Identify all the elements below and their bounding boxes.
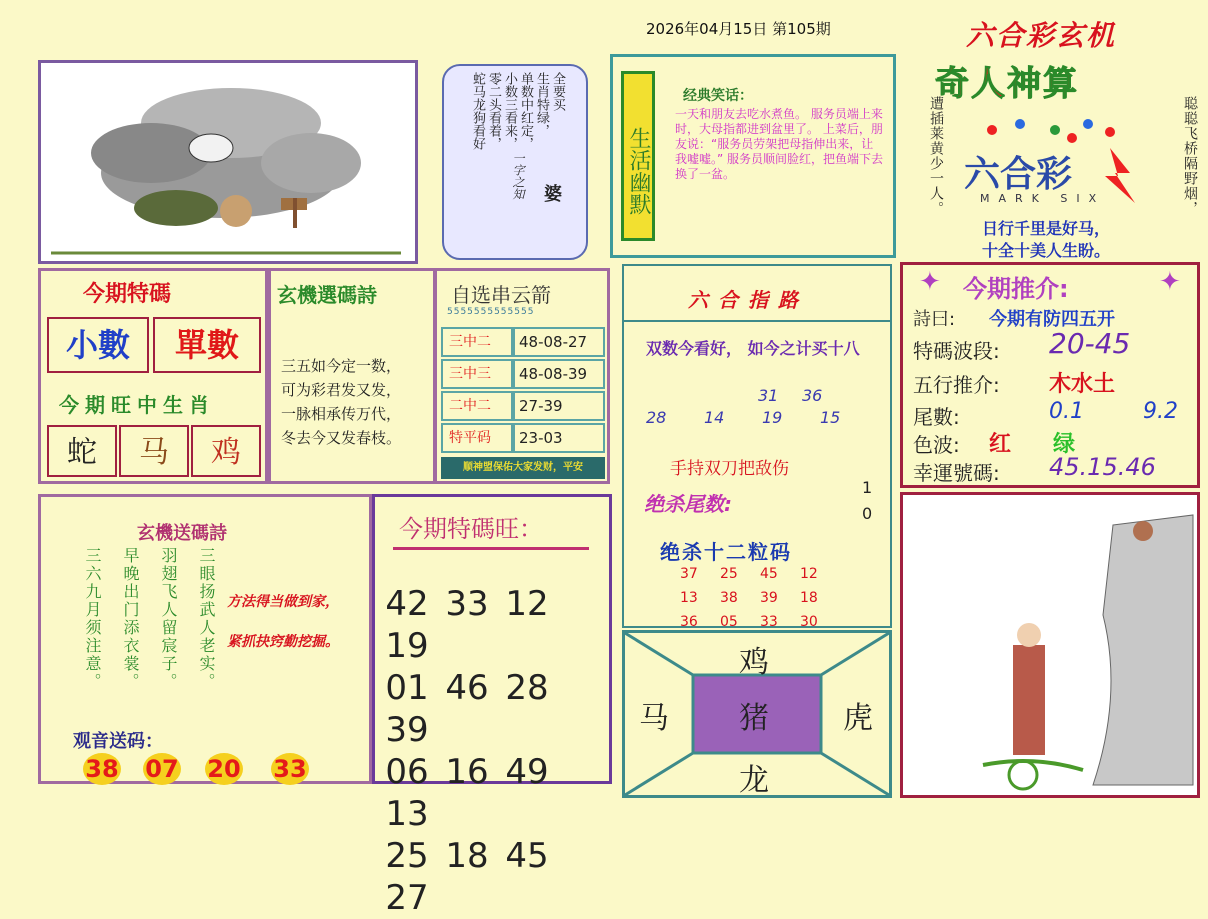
cloud-key-1 <box>441 327 513 357</box>
odd-box <box>153 317 261 373</box>
kill-num-3: 45 <box>760 566 778 582</box>
hot-r4-c1: 25 <box>385 836 429 876</box>
verse-line-2: 十全十美人生盼。 <box>982 241 1111 260</box>
hot-panel <box>372 494 612 918</box>
kill-num-4: 12 <box>800 566 818 582</box>
poem2-col-1: 三六九月须注意。 <box>83 547 102 691</box>
guide-n4: 14 <box>704 408 725 427</box>
tail-2: 0 <box>862 504 873 523</box>
kill-num-2: 25 <box>720 566 738 582</box>
cloud-key-2-text: 三中三 <box>449 366 491 382</box>
hot-grid <box>377 583 609 919</box>
scroll-col-3: 小数三看来， <box>502 72 517 150</box>
poem-line-4: 冬去今又发春枝。 <box>281 429 402 447</box>
guanyin-label: 观音送码： <box>73 731 163 752</box>
cloud-val-4 <box>513 423 605 453</box>
kill-num-10: 05 <box>720 614 738 630</box>
hot-r2-c3: 28 <box>505 668 549 708</box>
ball-2: 07 <box>143 753 181 785</box>
crab-rock-picture <box>41 63 415 261</box>
compass-center: 猪 <box>739 701 769 736</box>
guide-n3: 28 <box>646 408 667 427</box>
cloud-val-3 <box>513 391 605 421</box>
hot-r2-c1: 01 <box>385 668 429 708</box>
logo-title: 奇人神算 <box>935 64 1079 104</box>
tail-value-2: 9.2 <box>1143 399 1178 424</box>
cloud-title: 自选串云箭 <box>451 283 551 307</box>
riddle-scroll <box>434 64 598 260</box>
lucky-value: 45.15.46 <box>1049 453 1156 481</box>
guide-n5: 19 <box>762 408 783 427</box>
star-right-icon: ✦ <box>1159 267 1181 297</box>
scroll-col-5: 生肖特绿， <box>534 72 549 137</box>
joke-panel <box>610 54 896 258</box>
poem2-title: 玄機送碼詩 <box>137 523 227 544</box>
verse-line-1: 日行千里是好马， <box>982 219 1111 238</box>
cloud-key-4-text: 特平码 <box>449 430 491 446</box>
hot-r2-c2: 46 <box>445 668 489 708</box>
kill-num-11: 33 <box>760 614 778 630</box>
color-label: 色波: <box>913 433 960 457</box>
ball-4: 33 <box>271 753 309 785</box>
color-red: 红 <box>989 432 1012 457</box>
hot-r3-c3: 49 <box>505 752 549 792</box>
poem2-col-2: 早晚出门添衣裳。 <box>121 547 140 691</box>
kill-num-12: 30 <box>800 614 818 630</box>
cloud-val-3-text: 27-39 <box>519 397 563 415</box>
joke-text: 一天和朋友去吃水煮鱼。 服务员端上来时，大母指都进到盆里了。 上菜后，朋友说：“服务员劳架把母指伸出来，让我嘘嘘。” 服务员顺间脸红，把鱼端下去换了一盆。 <box>675 107 884 181</box>
compass-left: 马 <box>639 701 669 736</box>
tail-1: 1 <box>862 478 873 497</box>
cloud-val-1 <box>513 327 605 357</box>
scroll-col-4: 单数中红定， <box>518 72 533 150</box>
animal-snake-label: 蛇 <box>67 435 97 470</box>
scroll-col-6: 全要买 <box>550 72 565 111</box>
recommend-title: 今期推介: <box>963 275 1069 303</box>
joke-title: 经典笑话： <box>683 88 753 104</box>
hot-r1-c3: 12 <box>505 584 549 624</box>
guide-n6: 15 <box>820 408 841 427</box>
mark-six-text: 六合彩 <box>964 154 1073 195</box>
element-label: 五行推介: <box>913 373 1000 397</box>
guide-n2: 36 <box>802 386 823 405</box>
hot-r3-c4: 13 <box>385 794 429 834</box>
animal-rooster-label: 鸡 <box>211 435 241 470</box>
recommend-panel <box>900 262 1200 488</box>
hot-r1-c2: 33 <box>445 584 489 624</box>
compass-bottom: 龙 <box>739 763 769 798</box>
guide-panel <box>622 264 892 628</box>
cloud-key-1-text: 三中二 <box>449 334 491 350</box>
poem-value: 今期有防四五开 <box>989 309 1115 330</box>
cloud-val-1-text: 48-08-27 <box>519 333 588 351</box>
poem2-side-1: 方法得当做到家， <box>227 594 339 610</box>
kill-num-5: 13 <box>680 590 698 606</box>
animal-rooster <box>191 425 261 477</box>
hot-r1-c4: 19 <box>385 626 429 666</box>
compass-top: 鸡 <box>739 645 769 680</box>
poem-panel <box>268 268 436 484</box>
poem-line-3: 一脉相承传万代， <box>281 405 402 423</box>
hot-r3-c2: 16 <box>445 752 489 792</box>
scroll-answer: 婆 <box>544 184 562 205</box>
scroll-col-1: 蛇马龙狗看好 <box>470 72 485 150</box>
scroll-big: 一字之知 <box>511 152 525 200</box>
tail-label: 尾數: <box>913 405 960 429</box>
guide-text: 双数今看好， 如今之计买十八 <box>646 339 860 358</box>
kill-num-1: 37 <box>680 566 698 582</box>
small-text: 小數 <box>65 326 130 364</box>
tail-value-1: 0.1 <box>1049 399 1084 424</box>
cloud-panel <box>434 268 610 484</box>
special-code-panel <box>38 268 268 484</box>
color-green: 绿 <box>1053 432 1076 457</box>
cloud-key-3 <box>441 391 513 421</box>
zodiac-title: 今期旺中生肖 <box>59 393 215 417</box>
mark-six-en: MARK SIX <box>980 192 1106 205</box>
left-verse: 遭插莱黄少一人。 <box>928 96 944 216</box>
animal-snake <box>47 425 117 477</box>
cloud-key-3-text: 二中二 <box>449 398 491 414</box>
hot-r3-c1: 06 <box>385 752 429 792</box>
poem-title: 玄機選碼詩 <box>277 283 377 307</box>
guide-title: 六合指路 <box>688 288 808 312</box>
poem-line-1: 三五如今定一数， <box>281 357 402 375</box>
kill-num-7: 39 <box>760 590 778 606</box>
cloud-key-2 <box>441 359 513 389</box>
ball-1: 38 <box>83 753 121 785</box>
cloud-sub: 5555555555555 <box>447 307 535 317</box>
odd-text: 單數 <box>174 326 239 364</box>
cloud-val-2-text: 48-08-39 <box>519 365 588 383</box>
guide-n1: 31 <box>758 386 779 405</box>
special-title: 今期特碼 <box>83 282 172 307</box>
archer-illustration <box>900 492 1200 798</box>
cloud-key-4 <box>441 423 513 453</box>
animal-horse-label: 马 <box>139 435 169 470</box>
scroll-col-2: 零二头看着， <box>486 72 501 150</box>
small-box <box>47 317 149 373</box>
kill-grid <box>680 562 850 634</box>
poem2-side-2: 紧抓抉窍勤挖掘。 <box>227 634 339 650</box>
wave-label: 特碼波段: <box>913 339 1000 363</box>
ball-3: 20 <box>205 753 243 785</box>
cloud-footer: 顺神盟保佑大家发财，平安 <box>441 457 605 479</box>
issue-date: 2026年04月15日 第105期 <box>646 20 831 38</box>
element-value: 木水土 <box>1049 372 1116 397</box>
kill-num-9: 36 <box>680 614 698 630</box>
kill-num-6: 38 <box>720 590 738 606</box>
cloud-val-4-text: 23-03 <box>519 429 563 447</box>
brand-title: 六合彩玄机 <box>966 19 1117 52</box>
compass-right: 虎 <box>843 701 873 736</box>
animal-horse <box>119 425 189 477</box>
hot-r4-c4: 27 <box>385 878 429 918</box>
hot-r1-c1: 42 <box>385 584 429 624</box>
star-left-icon: ✦ <box>919 267 941 297</box>
hot-r2-c4: 39 <box>385 710 429 750</box>
right-verse: 聪聪飞桥隔野烟， <box>1182 96 1198 216</box>
kill-num-8: 18 <box>800 590 818 606</box>
archer-picture <box>903 495 1197 795</box>
lucky-label: 幸運號碼: <box>913 461 1000 485</box>
joke-label: 生活幽默 <box>621 71 655 241</box>
hot-r4-c3: 45 <box>505 836 549 876</box>
wave-value: 20-45 <box>1049 327 1131 360</box>
hot-title: 今期特碼旺： <box>399 515 543 543</box>
cloud-val-2 <box>513 359 605 389</box>
hot-r4-c2: 18 <box>445 836 489 876</box>
guide-phrase: 手持双刀把敌伤 <box>670 459 789 479</box>
poem2-col-4: 三眼扬武人老实。 <box>197 547 216 691</box>
crab-illustration <box>38 60 418 264</box>
poem-line-2: 可为彩君发又发， <box>281 381 402 399</box>
tail-title: 绝杀尾数: <box>644 492 732 516</box>
mark-six-logo <box>960 118 1180 208</box>
poem2-col-3: 羽翅飞人留宸子。 <box>159 547 178 691</box>
kill-title: 绝杀十二粒码 <box>660 540 792 564</box>
compass-panel <box>622 630 892 798</box>
poem-label: 詩曰: <box>913 309 956 330</box>
poem2-panel <box>38 494 372 784</box>
